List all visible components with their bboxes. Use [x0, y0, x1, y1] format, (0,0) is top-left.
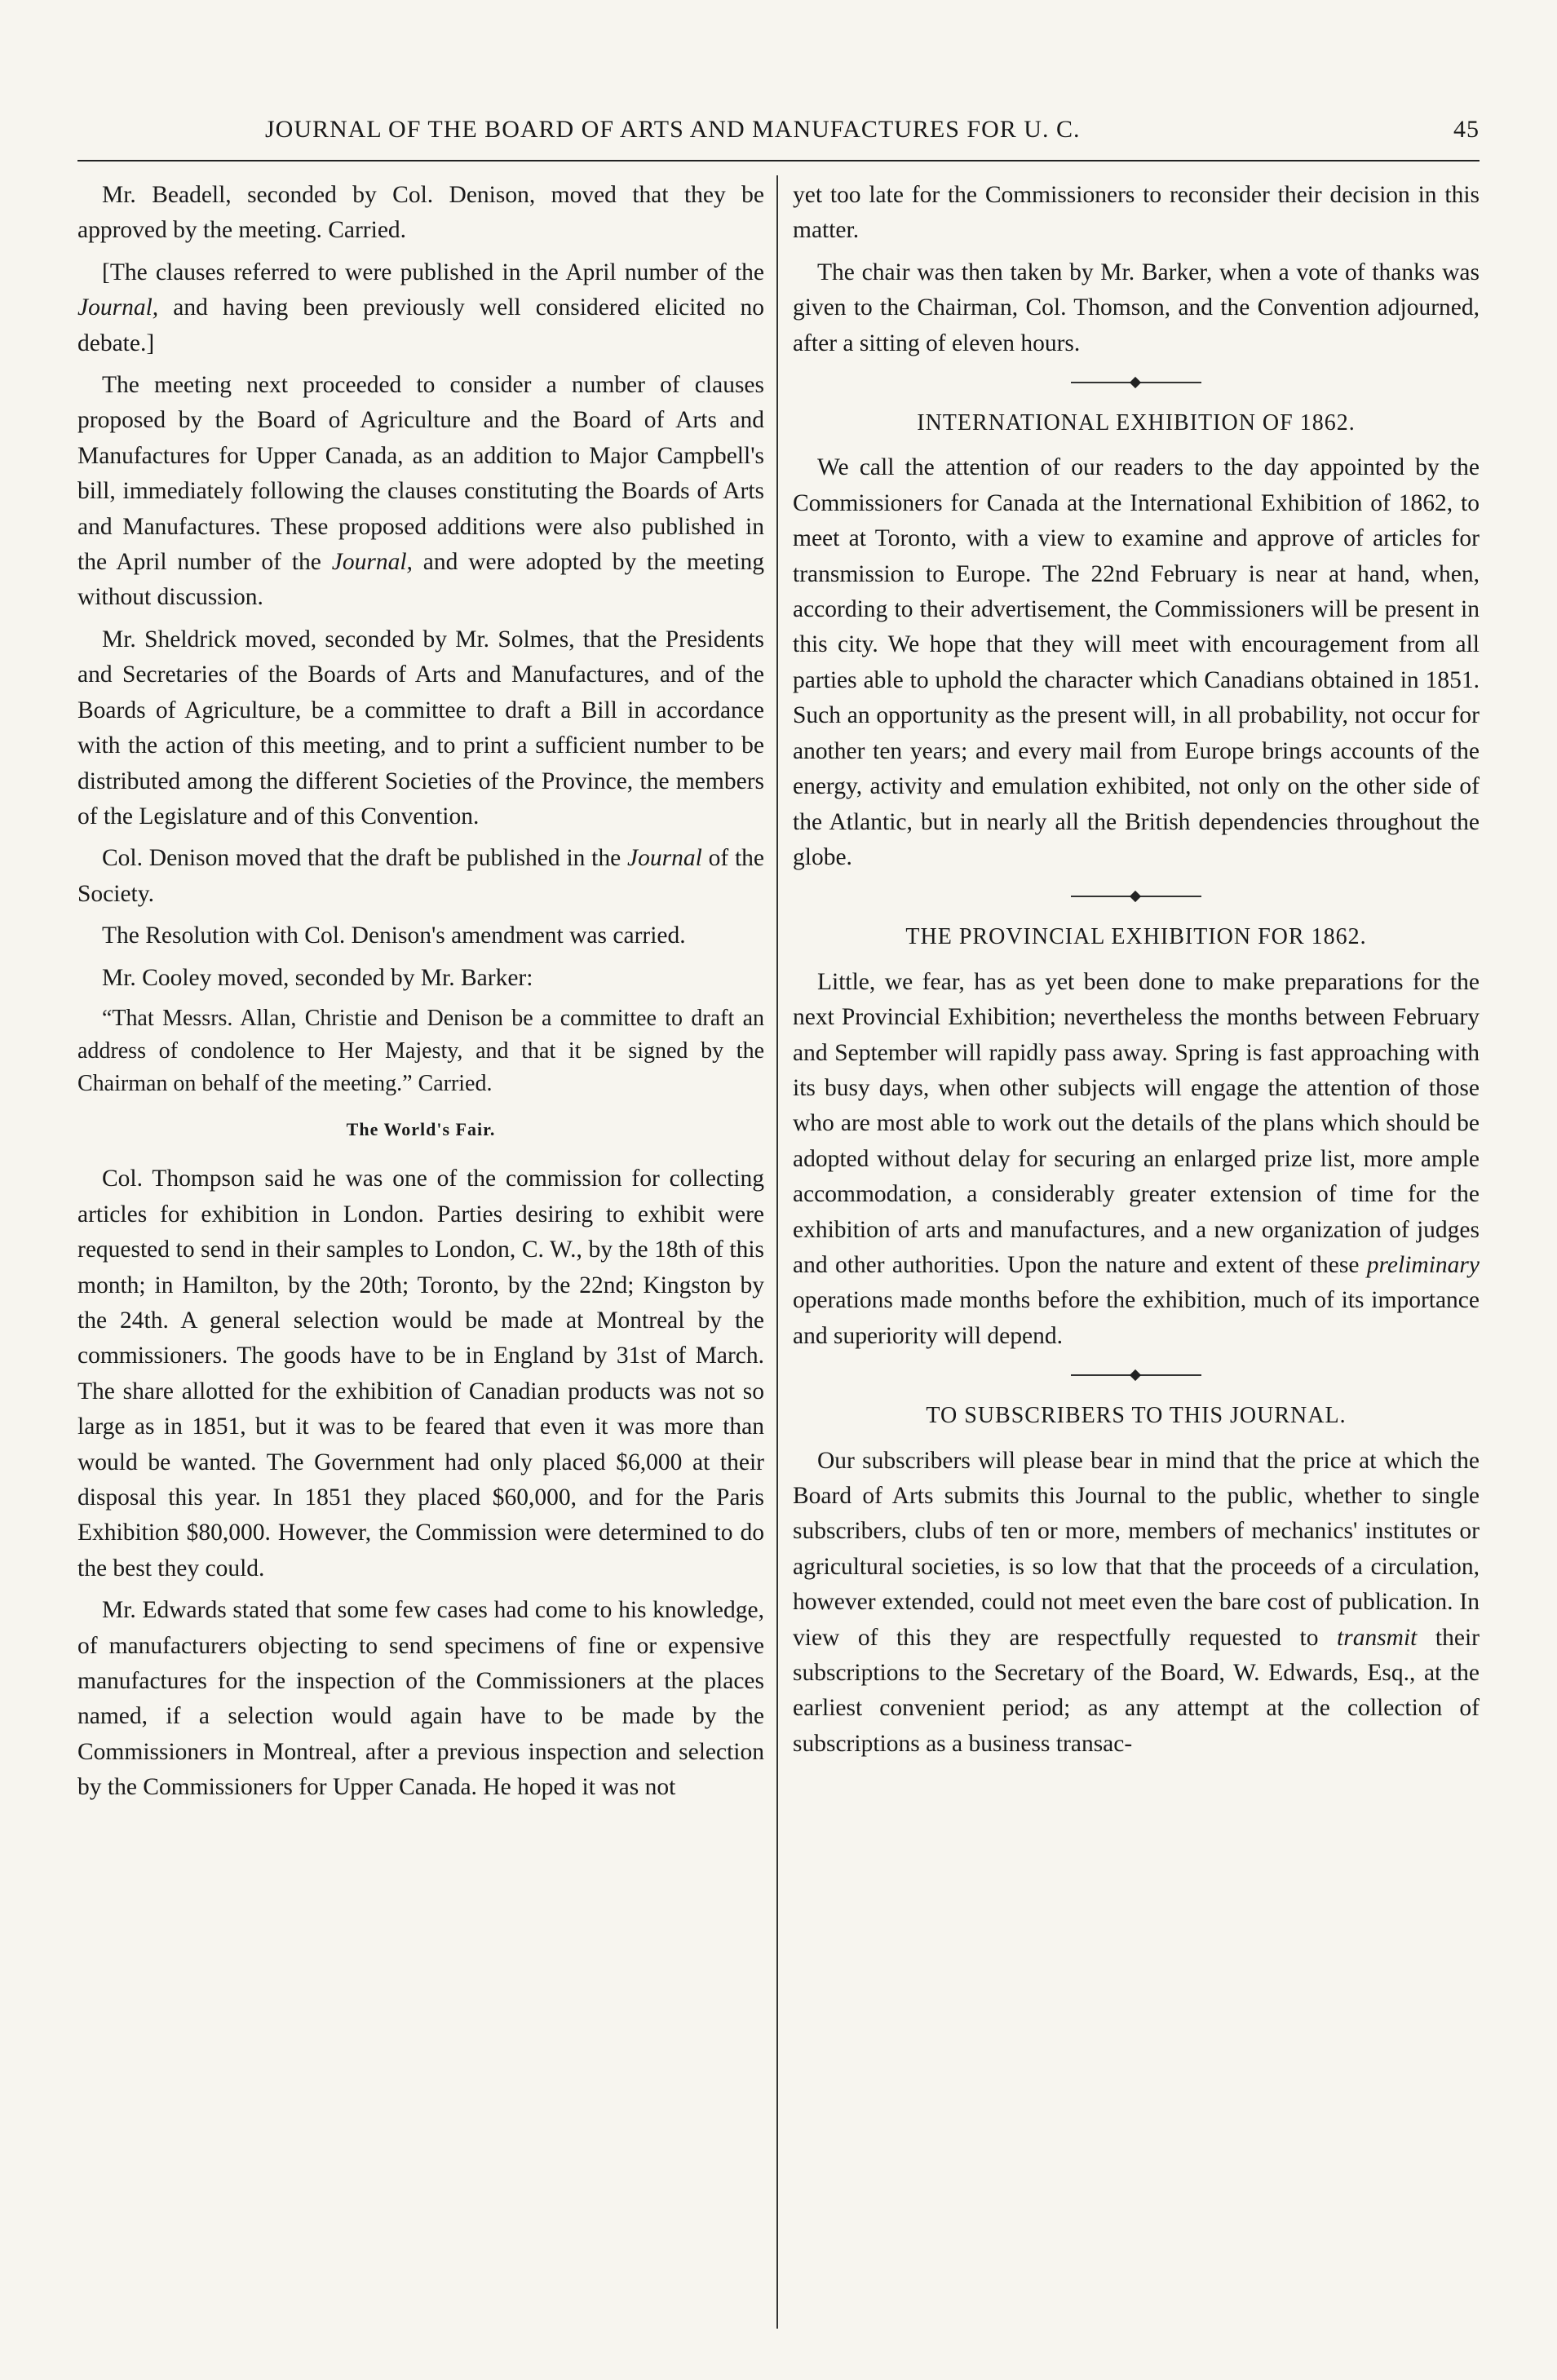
ornamental-separator — [793, 368, 1480, 397]
paragraph: Mr. Beadell, seconded by Col. Denison, moved that they be approved by the meeting. Carried. — [77, 182, 764, 244]
paragraph: Col. Denison moved that the draft be published in the Journal of the Society. — [77, 845, 764, 907]
ornamental-separator — [793, 882, 1480, 911]
paragraph: Mr. Cooley moved, seconded by Mr. Barker: — [102, 964, 533, 991]
column-divider — [776, 175, 778, 2329]
paragraph: yet too late for the Commissioners to reconsider their decision in this matter. — [793, 182, 1480, 244]
right-column — [793, 178, 1480, 2331]
paragraph: We call the attention of our readers to the day appointed by the Commissioners for Canada at the International Exhibition of 1862, to meet at Toronto, with a view to examine and approve of articles for transmission to Europe. The 22nd February is near at hand, when, according to their advertisement, the Commissioners will be present in this city. We hope that they will meet with encouragement from all parties able to uphold the character which Canadians obtained in 1851. Such an opportunity as the present will, in all probability, not occur for another ten years; and every mail from Europe brings accounts of the energy, activity and emulation exhibited, not only on the other side of the Atlantic, but in nearly all the British dependencies throughout the globe. — [793, 454, 1480, 870]
paragraph: The meeting next proceeded to consider a number of clauses proposed by the Board of Agriculture and the Board of Arts and Manufactures for Upper Canada, as an addition to Major Campbell's bill, immediately following the clauses constituting the Boards of Arts and Manufactures. These proposed additions were also published in the April number of the Journal, and were adopted by the meeting without discussion. — [77, 372, 764, 611]
quoted-resolution: “That Messrs. Allan, Christie and Denison be a committee to draft an address of condolence to Her Majesty, and that it be signed by the Chairman on behalf of the meeting.” Carried. — [77, 1005, 764, 1096]
running-title: JOURNAL OF THE BOARD OF ARTS AND MANUFACTURES FOR U. C. — [265, 116, 1081, 143]
heading-provincial-exhibition: THE PROVINCIAL EXHIBITION FOR 1862. — [905, 924, 1367, 950]
paragraph: The chair was then taken by Mr. Barker, when a vote of thanks was given to the Chairman, Col. Thomson, and the Convention adjourned, after a sitting of eleven hours. — [793, 259, 1480, 356]
paragraph: [The clauses referred to were published in the April number of the Journal, and having been previously well considered elicited no debate.] — [77, 259, 764, 356]
left-column — [77, 178, 764, 2331]
page-number: 45 — [1453, 116, 1480, 143]
heading-to-subscribers: TO SUBSCRIBERS TO THIS JOURNAL. — [926, 1403, 1347, 1429]
paragraph: Col. Thompson said he was one of the commission for collecting articles for exhibition in London. Parties desiring to exhibit were requested to send in their samples to London, C. W., by the 18th of this month; in Hamilton, by the 20th; Toronto, by the 22nd; Kingston by the 24th. A general selection would be made at Montreal by the commissioners. The goods have to be in England by 31st of March. The share allotted for the exhibition of Canadian products was not so large as in 1851, but it was to be feared that even it was more than would be wanted. The Government had only placed $6,000 at their disposal this year. In 1851 they placed $60,000, and for the Paris Exhibition $80,000. However, the Commission were determined to do the best they could. — [77, 1166, 764, 1582]
paragraph: Our subscribers will please bear in mind that the price at which the Board of Arts submits this Journal to the public, whether to single subscribers, clubs of ten or more, members of mechanics' institutes or agricultural societies, is so low that that the proceeds of a circulation, however extended, could not meet even the bare cost of publication. In view of this they are respectfully requested to transmit their subscriptions to the Secretary of the Board, W. Edwards, Esq., at the earliest convenient period; as any attempt at the collection of subscriptions as a business transac- — [793, 1447, 1480, 1757]
paragraph: The Resolution with Col. Denison's amendment was carried. — [102, 922, 686, 949]
paragraph: Little, we fear, has as yet been done to make preparations for the next Provincial Exhibition; nevertheless the months between February and September will rapidly pass away. Spring is fast approaching with its busy days, when other subjects will engage the attention of those who are most able to work out the details of the plans which should be adopted without delay for securing an enlarged prize list, more ample accommodation, a considerably greater extension of time for the exhibition of arts and manufactures, and a new organization of judges and other authorities. Upon the nature and extent of these preliminary operations made months before the exhibition, much of its importance and superiority will depend. — [793, 968, 1480, 1349]
running-header — [77, 116, 1480, 157]
heading-international-exhibition: INTERNATIONAL EXHIBITION OF 1862. — [917, 410, 1356, 436]
paragraph: Mr. Sheldrick moved, seconded by Mr. Solmes, that the Presidents and Secretaries of the Boards of Arts and Manufactures, and of the Boards of Agriculture, be a committee to draft a Bill in accordance with the action of this meeting, and to print a sufficient number to be distributed among the different Societies of the Province, the members of the Legislature and of this Convention. — [77, 626, 764, 829]
ornamental-separator — [793, 1360, 1480, 1390]
header-rule — [77, 160, 1480, 161]
subheading-worlds-fair: The World's Fair. — [346, 1118, 496, 1139]
paragraph: Mr. Edwards stated that some few cases had come to his knowledge, of manufacturers objecting to send specimens of fine or expensive manufactures for the inspection of the Commissioners at the places named, if a selection would again have to be made by the Commissioners in Montreal, after a previous inspection and selection by the Commissioners for Upper Canada. He hoped it was not — [77, 1597, 764, 1801]
